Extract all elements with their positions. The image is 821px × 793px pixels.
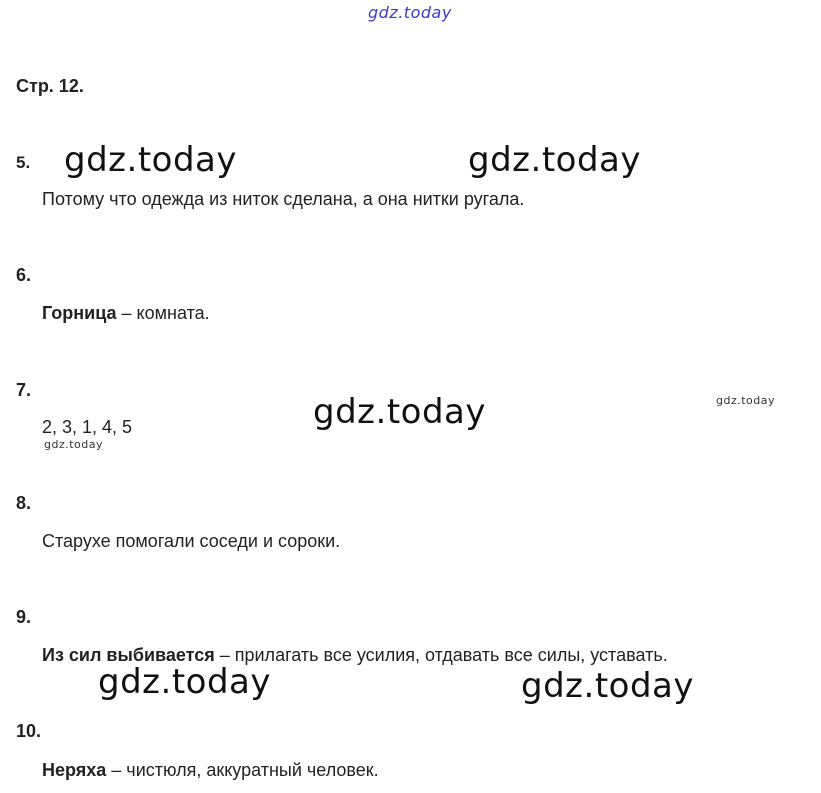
header-watermark: gdz.today xyxy=(368,3,452,22)
term: Неряха xyxy=(42,760,107,780)
watermark: gdz.today xyxy=(521,666,694,706)
definition: – прилагать все усилия, отдавать все силы, уставать. xyxy=(214,645,668,665)
answer-text-5: Потому что одежда из ниток сделана, а она нитки ругала. xyxy=(42,189,525,209)
item-number-9: 9. xyxy=(16,607,32,627)
answer-text-7: 2, 3, 1, 4, 5 xyxy=(42,417,133,437)
page-label: Стр. 12. xyxy=(16,76,84,96)
watermark: gdz.today xyxy=(64,140,237,180)
item-number-7: 7. xyxy=(16,380,32,400)
term: Из сил выбивается xyxy=(42,645,215,665)
watermark: gdz.today xyxy=(313,392,486,432)
answer-text-6 xyxy=(42,303,210,324)
watermark: gdz.today xyxy=(468,140,641,180)
watermark: gdz.today xyxy=(98,662,271,702)
answer-text-8: Старухе помогали соседи и сороки. xyxy=(42,531,341,551)
term: Горница xyxy=(42,303,117,323)
definition: – комната. xyxy=(116,303,210,323)
item-number-10: 10. xyxy=(16,721,42,741)
item-number-5: 5. xyxy=(16,153,31,172)
answer-text-10 xyxy=(42,760,379,781)
item-number-6: 6. xyxy=(16,265,32,285)
watermark: gdz.today xyxy=(716,394,776,407)
definition: – чистюля, аккуратный человек. xyxy=(106,760,379,780)
item-number-8: 8. xyxy=(16,493,32,513)
watermark: gdz.today xyxy=(44,438,104,451)
